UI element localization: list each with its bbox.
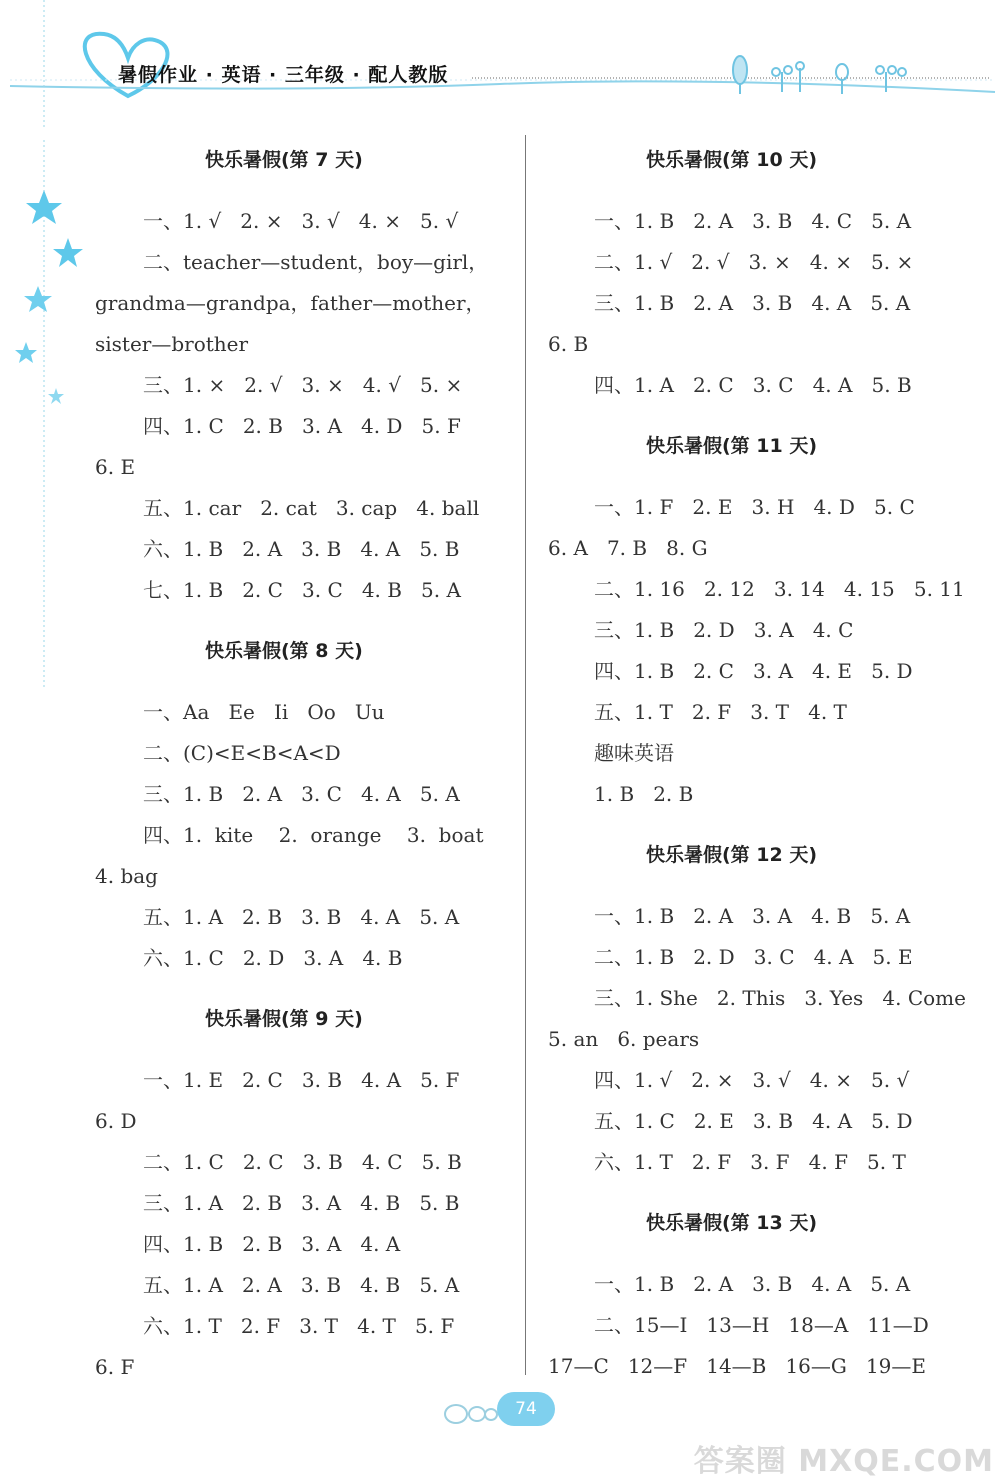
answer-line: 四、1. B 2. C 3. A 4. E 5. D [594,659,913,683]
answer-line: 四、1. √ 2. × 3. √ 4. × 5. √ [594,1068,910,1092]
answer-line: 一、1. √ 2. × 3. √ 4. × 5. √ [143,209,459,233]
answer-line: 二、1. B 2. D 3. C 4. A 5. E [594,945,913,969]
answer-line: 6. E [95,455,136,479]
answer-line: 三、1. A 2. B 3. A 4. B 5. B [143,1191,460,1215]
star-icon [53,238,83,267]
answer-line: 一、1. B 2. A 3. B 4. A 5. A [594,1272,911,1296]
section-heading: 快乐暑假(第 12 天) [646,844,818,866]
page-deco-ring [444,1404,468,1424]
answer-line: 三、1. B 2. D 3. A 4. C [594,618,854,642]
star-icon [15,342,37,363]
answer-line: 四、1. C 2. B 3. A 4. D 5. F [143,414,461,438]
watermark: 答案圈 MXQE.COM [693,1444,994,1479]
answer-line: sister—brother [95,332,249,356]
answer-line: 三、1. She 2. This 3. Yes 4. Come [594,986,966,1010]
star-icon [24,286,52,312]
left-stars [0,0,100,720]
answer-line: 四、1. B 2. B 3. A 4. A [143,1232,401,1256]
answer-line: 1. B 2. B [594,782,694,806]
answer-line: 四、1. A 2. C 3. C 4. A 5. B [594,373,912,397]
answer-line: 二、15—I 13—H 18—A 11—D [594,1313,929,1337]
answer-line: 二、(C)<E<B<A<D [143,741,341,765]
answer-line: 六、1. T 2. F 3. F 4. F 5. T [594,1150,906,1174]
section-heading: 快乐暑假(第 8 天) [205,640,363,662]
answer-line: 6. A 7. B 8. G [548,536,708,560]
answer-line: 二、teacher—student，boy—girl， [143,250,489,274]
page-header [0,0,1000,130]
answer-line: 五、1. A 2. B 3. B 4. A 5. A [143,905,460,929]
answer-line: 一、1. F 2. E 3. H 4. D 5. C [594,495,915,519]
answer-column-right [548,140,966,1387]
answer-line: 17—C 12—F 14—B 16—G 19—E [548,1354,926,1378]
answer-line: 6. D [95,1109,137,1133]
answer-line: 五、1. A 2. A 3. B 4. B 5. A [143,1273,460,1297]
answer-line: 二、1. √ 2. √ 3. × 4. × 5. × [594,250,914,274]
answer-line: 六、1. C 2. D 3. A 4. B [143,946,403,970]
answer-line: 6. F [95,1355,135,1379]
answer-line: 三、1. B 2. A 3. C 4. A 5. A [143,782,460,806]
answer-line: 三、1. × 2. √ 3. × 4. √ 5. × [143,373,463,397]
answer-line: 四、1. kite 2. orange 3. boat [143,823,484,847]
section-heading: 快乐暑假(第 9 天) [205,1008,363,1030]
answer-line: 趣味英语 [594,741,674,765]
section-heading: 快乐暑假(第 7 天) [205,149,363,171]
plant-icons [733,56,906,94]
star-icon [26,190,62,224]
header-title: 暑假作业 · 英语 · 三年级 · 配人教版 [118,64,449,86]
section-heading: 快乐暑假(第 10 天) [646,149,818,171]
page-deco-ring [484,1408,498,1421]
answer-line: 六、1. B 2. A 3. B 4. A 5. B [143,537,460,561]
answer-line: 一、1. E 2. C 3. B 4. A 5. F [143,1068,460,1092]
answer-line: 五、1. C 2. E 3. B 4. A 5. D [594,1109,913,1133]
answer-line: 6. B [548,332,589,356]
section-heading: 快乐暑假(第 13 天) [646,1212,818,1234]
answer-line: grandma—grandpa，father—mother， [95,291,486,315]
answer-column-left [95,140,535,1388]
answer-line: 5. an 6. pears [548,1027,700,1051]
section-heading: 快乐暑假(第 11 天) [646,435,818,457]
answer-line: 一、Aa Ee Ii Oo Uu [143,700,385,724]
answer-line: 二、1. 16 2. 12 3. 14 4. 15 5. 11 [594,577,965,601]
answer-line: 一、1. B 2. A 3. B 4. C 5. A [594,209,912,233]
answer-line: 六、1. T 2. F 3. T 4. T 5. F [143,1314,455,1338]
answer-line: 五、1. T 2. F 3. T 4. T [594,700,847,724]
star-icon [48,388,64,404]
page-number: 74 [497,1392,555,1426]
answer-line: 一、1. B 2. A 3. A 4. B 5. A [594,904,911,928]
answer-line: 七、1. B 2. C 3. C 4. B 5. A [143,578,461,602]
answer-line: 二、1. C 2. C 3. B 4. C 5. B [143,1150,462,1174]
answer-line: 三、1. B 2. A 3. B 4. A 5. A [594,291,911,315]
answer-line: 4. bag [95,864,158,888]
answer-line: 五、1. car 2. cat 3. cap 4. ball [143,496,480,520]
